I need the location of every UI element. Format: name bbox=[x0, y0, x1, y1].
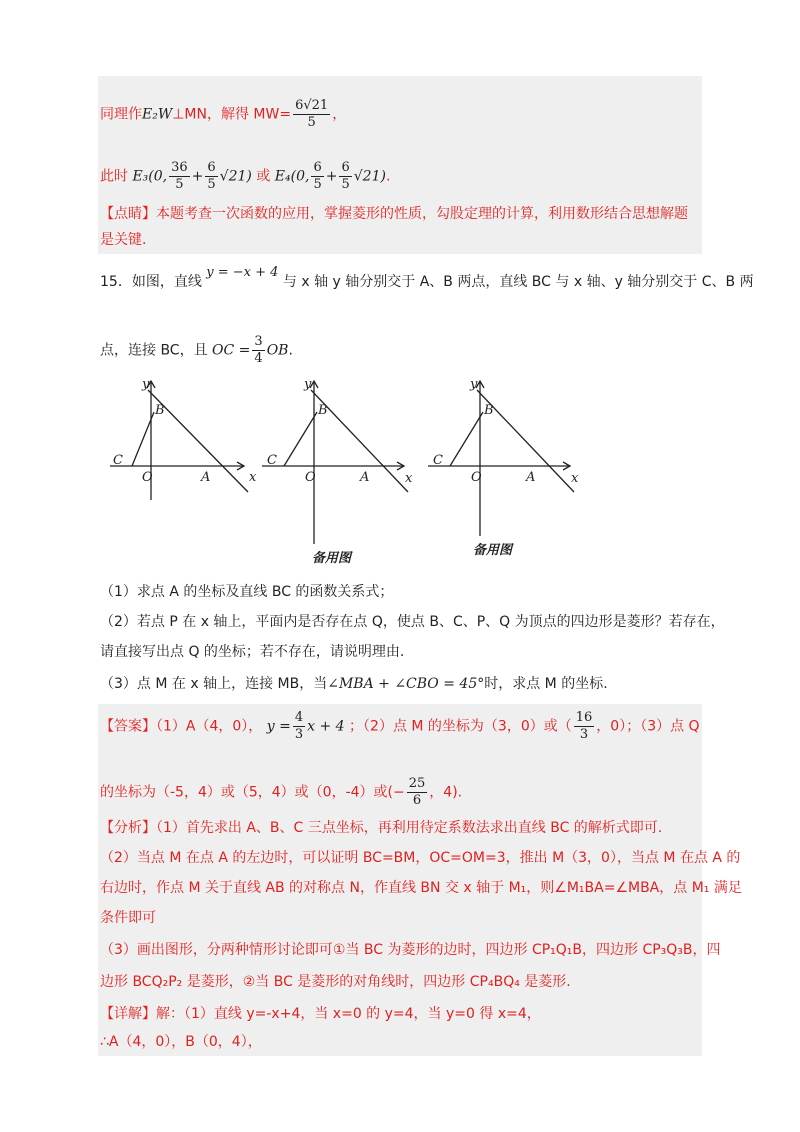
analysis-line-3: 右边时，作点 M 关于直线 AB 的对称点 N，作直线 BN 交 x 轴于 M₁，则∠M₁BA=∠MBA，点 M₁ 满足 bbox=[100, 880, 742, 896]
answer-line-1: 【答案】（1）A（4，0）， y = $\frac{4}{3}$ x + 4 ；（2）点 M 的坐标为（3，0）或（ $\frac{16}{3}$ ，0）；（3）点 Q bbox=[100, 710, 700, 742]
fraction-3-4: $\frac{3}{4}$ bbox=[254, 334, 263, 366]
fraction-6-5-c: $\frac{6}{5}$ bbox=[341, 160, 350, 192]
fraction-25-6: $\frac{25}{6}$ bbox=[408, 776, 426, 808]
question-2a: （2）若点 P 在 x 轴上，平面内是否存在点 Q，使点 B、C、P、Q 为顶点的四边形是菱形？若存在， bbox=[100, 614, 725, 630]
label-c: C bbox=[267, 453, 277, 468]
question-3: （3）点 M 在 x 轴上，连接 MB，当∠MBA + ∠CBO = 45°时，求点 M 的坐标. bbox=[100, 676, 608, 692]
figure-backup-1 bbox=[262, 376, 422, 566]
label-b: B bbox=[155, 403, 165, 418]
label-x: x bbox=[571, 471, 579, 486]
label-a: A bbox=[526, 470, 536, 485]
label-c: C bbox=[433, 453, 443, 468]
answer-line-2: 的坐标为（-5，4）或（5，4）或（0，-4）或(− $\frac{25}{6}$ ，4). bbox=[100, 776, 463, 808]
label-y: y bbox=[142, 377, 150, 392]
label-x: x bbox=[249, 470, 257, 485]
label-x: x bbox=[405, 471, 413, 486]
fraction-16-3: $\frac{16}{3}$ bbox=[575, 710, 593, 742]
question-2b: 请直接写出点 Q 的坐标；若不存在，请说明理由. bbox=[100, 644, 405, 660]
analysis-line-2: （2）当点 M 在点 A 的左边时，可以证明 BC=BM，OC=OM=3，推出 M（3，0），当点 M 在点 A 的 bbox=[100, 850, 741, 866]
analysis-line-5: （3）画出图形，分两种情形讨论即可①当 BC 为菱形的边时，四边形 CP₁Q₁B，四边形 CP₃Q₃B，四 bbox=[100, 942, 721, 958]
caption-backup-2: 备用图 bbox=[473, 543, 513, 558]
fraction-6-5-b: $\frac{6}{5}$ bbox=[313, 160, 322, 192]
figure-backup-2 bbox=[428, 376, 588, 566]
problem-line-1: 15．如图，直线 y = −x + 4 与 x 轴 y 轴分别交于 A、B 两点，直线 BC 与 x 轴、y 轴分别交于 C、B 两 bbox=[100, 265, 754, 290]
solution-line-1: 同理作E₂W⊥MN，解得 MW= $\frac{6√21}{5}$ ， bbox=[100, 98, 347, 130]
label-o: O bbox=[471, 470, 482, 485]
label-c: C bbox=[113, 453, 123, 468]
dianjing-line-1: 【点睛】本题考查一次函数的应用，掌握菱形的性质，勾股定理的计算，利用数形结合思想解题 bbox=[100, 206, 688, 222]
detail-line-2: ∴A（4，0），B（0，4）， bbox=[100, 1034, 262, 1050]
figure-main bbox=[110, 376, 255, 501]
label-y: y bbox=[470, 377, 478, 392]
label-a: A bbox=[360, 470, 370, 485]
detail-line-1: 【详解】解：（1）直线 y=-x+4，当 x=0 的 y=4，当 y=0 得 x=4， bbox=[100, 1006, 541, 1022]
fraction-4-3: $\frac{4}{3}$ bbox=[294, 710, 304, 742]
label-o: O bbox=[142, 470, 153, 485]
label-y: y bbox=[304, 377, 312, 392]
equation-line-ab: y = −x + 4 bbox=[206, 265, 279, 280]
caption-backup-1: 备用图 bbox=[312, 551, 352, 566]
analysis-line-4: 条件即可 bbox=[100, 910, 156, 926]
figure-main-svg bbox=[110, 376, 255, 501]
figure-backup-2-svg bbox=[428, 376, 588, 566]
e2w-label: E₂W bbox=[142, 106, 173, 123]
fraction-mw: $\frac{6√21}{5}$ bbox=[295, 98, 329, 130]
figure-backup-1-svg bbox=[262, 376, 422, 566]
label-o: O bbox=[305, 470, 316, 485]
angle-equation: ∠MBA + ∠CBO = 45° bbox=[327, 676, 485, 692]
question-1: （1）求点 A 的坐标及直线 BC 的函数关系式； bbox=[100, 584, 394, 600]
fraction-6-5-a: $\frac{6}{5}$ bbox=[207, 160, 216, 192]
problem-line-2: 点，连接 BC，且 OC = $\frac{3}{4}$ OB. bbox=[100, 334, 293, 366]
label-a: A bbox=[201, 470, 211, 485]
dianjing-line-2: 是关键. bbox=[100, 232, 147, 248]
analysis-line-1: 【分析】（1）首先求出 A、B、C 三点坐标，再利用待定系数法求出直线 BC 的解析式即可. bbox=[100, 820, 663, 836]
analysis-line-6: 边形 BCQ₂P₂ 是菱形，②当 BC 是菱形的对角线时，四边形 CP₄BQ₄ 是菱形. bbox=[100, 974, 571, 990]
fraction-36-5: $\frac{36}{5}$ bbox=[171, 160, 188, 192]
solution-line-2: 此时 E₃(0, $\frac{36}{5}$ + $\frac{6}{5}$ √21) 或 E₄(0, $\frac{6}{5}$ + $\frac{6}{5}$ √21). bbox=[100, 160, 391, 192]
label-b: B bbox=[318, 403, 328, 418]
label-b: B bbox=[484, 403, 494, 418]
